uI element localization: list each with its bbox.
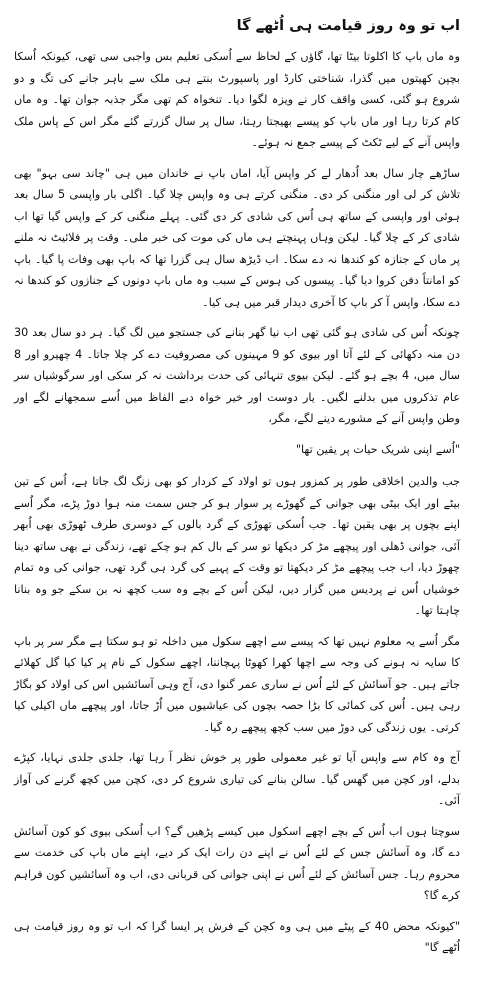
paragraph-6: آج وہ کام سے واپس آیا تو غیر معمولی طور پر خوش نظر آ رہا تھا، جلدی جلدی نہایا، کپڑے بدلے، اور کچن میں گھس گیا۔ سالن بنانے کی تیاری شروع کر دی، کچن میں کچھ گرنے کی آواز آئی۔ <box>14 751 460 808</box>
paragraph-4: جب والدین اخلاقی طور پر کمزور ہوں تو اولاد کے کردار کو بھی زنگ لگ جاتا ہے، اُس کے تین بیٹے اور ایک بیٹی بھی جوانی کے گھوڑے پر سوار ہو کر جس سمت منہ ہوا دوڑ پڑے، مگر اُسے اپنے بچوں پر بھی یقین تھا۔ جب اُسکی تھوڑی کے گرد بالوں کے دوسری طرف ٹھوڑی بھی اُبھر آئی، جوانی ڈھلی اور پیچھے مڑ کر دیکھا تو سر کے بال کم ہو چکے تھے، زندگی نے بھی ساتھ دینا چھوڑ دیا، اب جب پیچھے مڑ کر دیکھتا تو وقت کے پہیے کی گرد ہی گرد تھی، جوانی کی وہ تمام خوشیاں اُس نے پردیس میں گزار دیں، لیکن اُس کے بچے وہ سب کچھ نہ بن سکے جو وہ بنانا چاہتا تھا۔ <box>14 475 460 618</box>
paragraph-5: مگر اُسے یہ معلوم نہیں تھا کہ پیسے سے اچھے سکول میں داخلہ تو ہو سکتا ہے مگر سر پر باپ کا سایہ نہ ہونے کی وجہ سے اچھا کھرا کھوٹا پہچاننا، اچھے سکول کے نام پر کیا کیا گل کھلائے جاتے ہیں۔ جو آسائش کے لئے اُس نے ساری عمر گنوا دی، آج وہی آسائشیں اس کی اولاد کو بگاڑ رہی ہیں۔ اُس کی کمائی کا بڑا حصہ بچوں کی عیاشیوں میں اُڑ جاتا، اور پیچھے ماں اکیلی کیا کرتی۔ یوں زندگی کی دوڑ میں سب کچھ پیچھے رہ گیا۔ <box>14 634 460 734</box>
closing-line: "کیونکہ محض 40 کے پیٹے میں ہی وہ کچن کے فرش پر ایسا گرا کہ اب تو وہ روز قیامت ہی اُٹھے گا" <box>14 919 460 955</box>
quote-line: "اُسے اپنی شریک حیات پر یقین تھا" <box>295 442 460 456</box>
paragraph-3: چونکہ اُس کی شادی ہو گئی تھی اب نیا گھر بنانے کی جستجو میں لگ گیا۔ ہر دو سال بعد 30 دن منہ دکھائی کے لئے آتا اور بیوی کو 9 مہینوں کی مصروفیت دے کر چلا جاتا۔ 4 چھیرو اور 8 سال میں، 4 بچے ہو گئے۔ لیکن بیوی تنہائی کی حدت برداشت نہ کر سکی اور سرگوشیاں سر عام تذکروں میں بدلنے لگیں۔ یار دوست اور خیر خواہ دبے الفاظ میں اُسے سمجھانے لگے اور وطن واپس آنے کے مشورے دینے لگے، مگر، <box>14 326 460 426</box>
paragraph-7: سوچتا ہوں اب اُس کے بچے اچھے اسکول میں کیسے پڑھیں گے؟ اب اُسکی بیوی کو کون آسائش دے گا، وہ آسائش جس کے لئے اُس نے اپنے دن رات ایک کر دیے، اپنے ماں باپ کی خدمت سے محروم رہا۔ جس آسائش کے لئے اُس نے اپنی جوانی کی قربانی دی، اب وہ آسائشیں کون فراہم کرے گا؟ <box>14 824 460 903</box>
article-title: اب تو وہ روز قیامت ہی اُٹھے گا <box>236 18 460 34</box>
paragraph-1: وہ ماں باپ کا اکلوتا بیٹا تھا، گاؤں کے لحاظ سے اُسکی تعلیم بس واجبی سی تھی، کیونکہ اُسکا بچپن کھیتوں میں گذرا، شناختی کارڈ اور پاسپورٹ بنتے ہی ملک سے باہر جانے کی تگ و دو شروع ہو گئی، کسی واقف کار نے ویزہ لگوا دیا۔ تنخواہ کم تھی مگر جذبہ جوان تھا۔ وہ ماں کام کرتا رہا اور ماں باپ کو پیسے بھیجتا رہتا، سال پر سال گزرتے گئے مگر اس کے پاس ملک واپس آنے کے لیے ٹکٹ کے پیسے جمع نہ ہوئے۔ <box>14 50 460 150</box>
paragraph-2: ساڑھے چار سال بعد اُدھار لے کر واپس آیا، اماں باپ نے خاندان میں ہی "چاند سی بہو" بھی تلاش کر لی اور منگنی کر دی۔ منگنی کرتے ہی وہ واپس چلا گیا۔ اگلی بار واپسی 5 سال بعد ہوئی اور واپسی کے ساتھ ہی اُس کی شادی کر دی گئی۔ پہلے منگنی کر کے واپس گیا تھا اب شادی کر کے چلا گیا۔ لیکن وہاں پہنچتے ہی ماں کی موت کی خبر ملی۔ وقت پر فلائیٹ نہ ملنے پر ماں کے جنازہ کو کندھا نہ دے سکا۔ اب ڈیڑھ سال ہی گزرا تھا کہ باپ بھی وفات پا گیا۔ باپ کو امانتاً دفن کروا دیا گیا۔ پیسوں کی ہوس کے سبب وہ ماں باپ دونوں کے جنازوں کو کندھا نہ دے سکا، واپس آ کر باپ کا آخری دیدار قبر میں ہی کیا۔ <box>14 166 460 309</box>
